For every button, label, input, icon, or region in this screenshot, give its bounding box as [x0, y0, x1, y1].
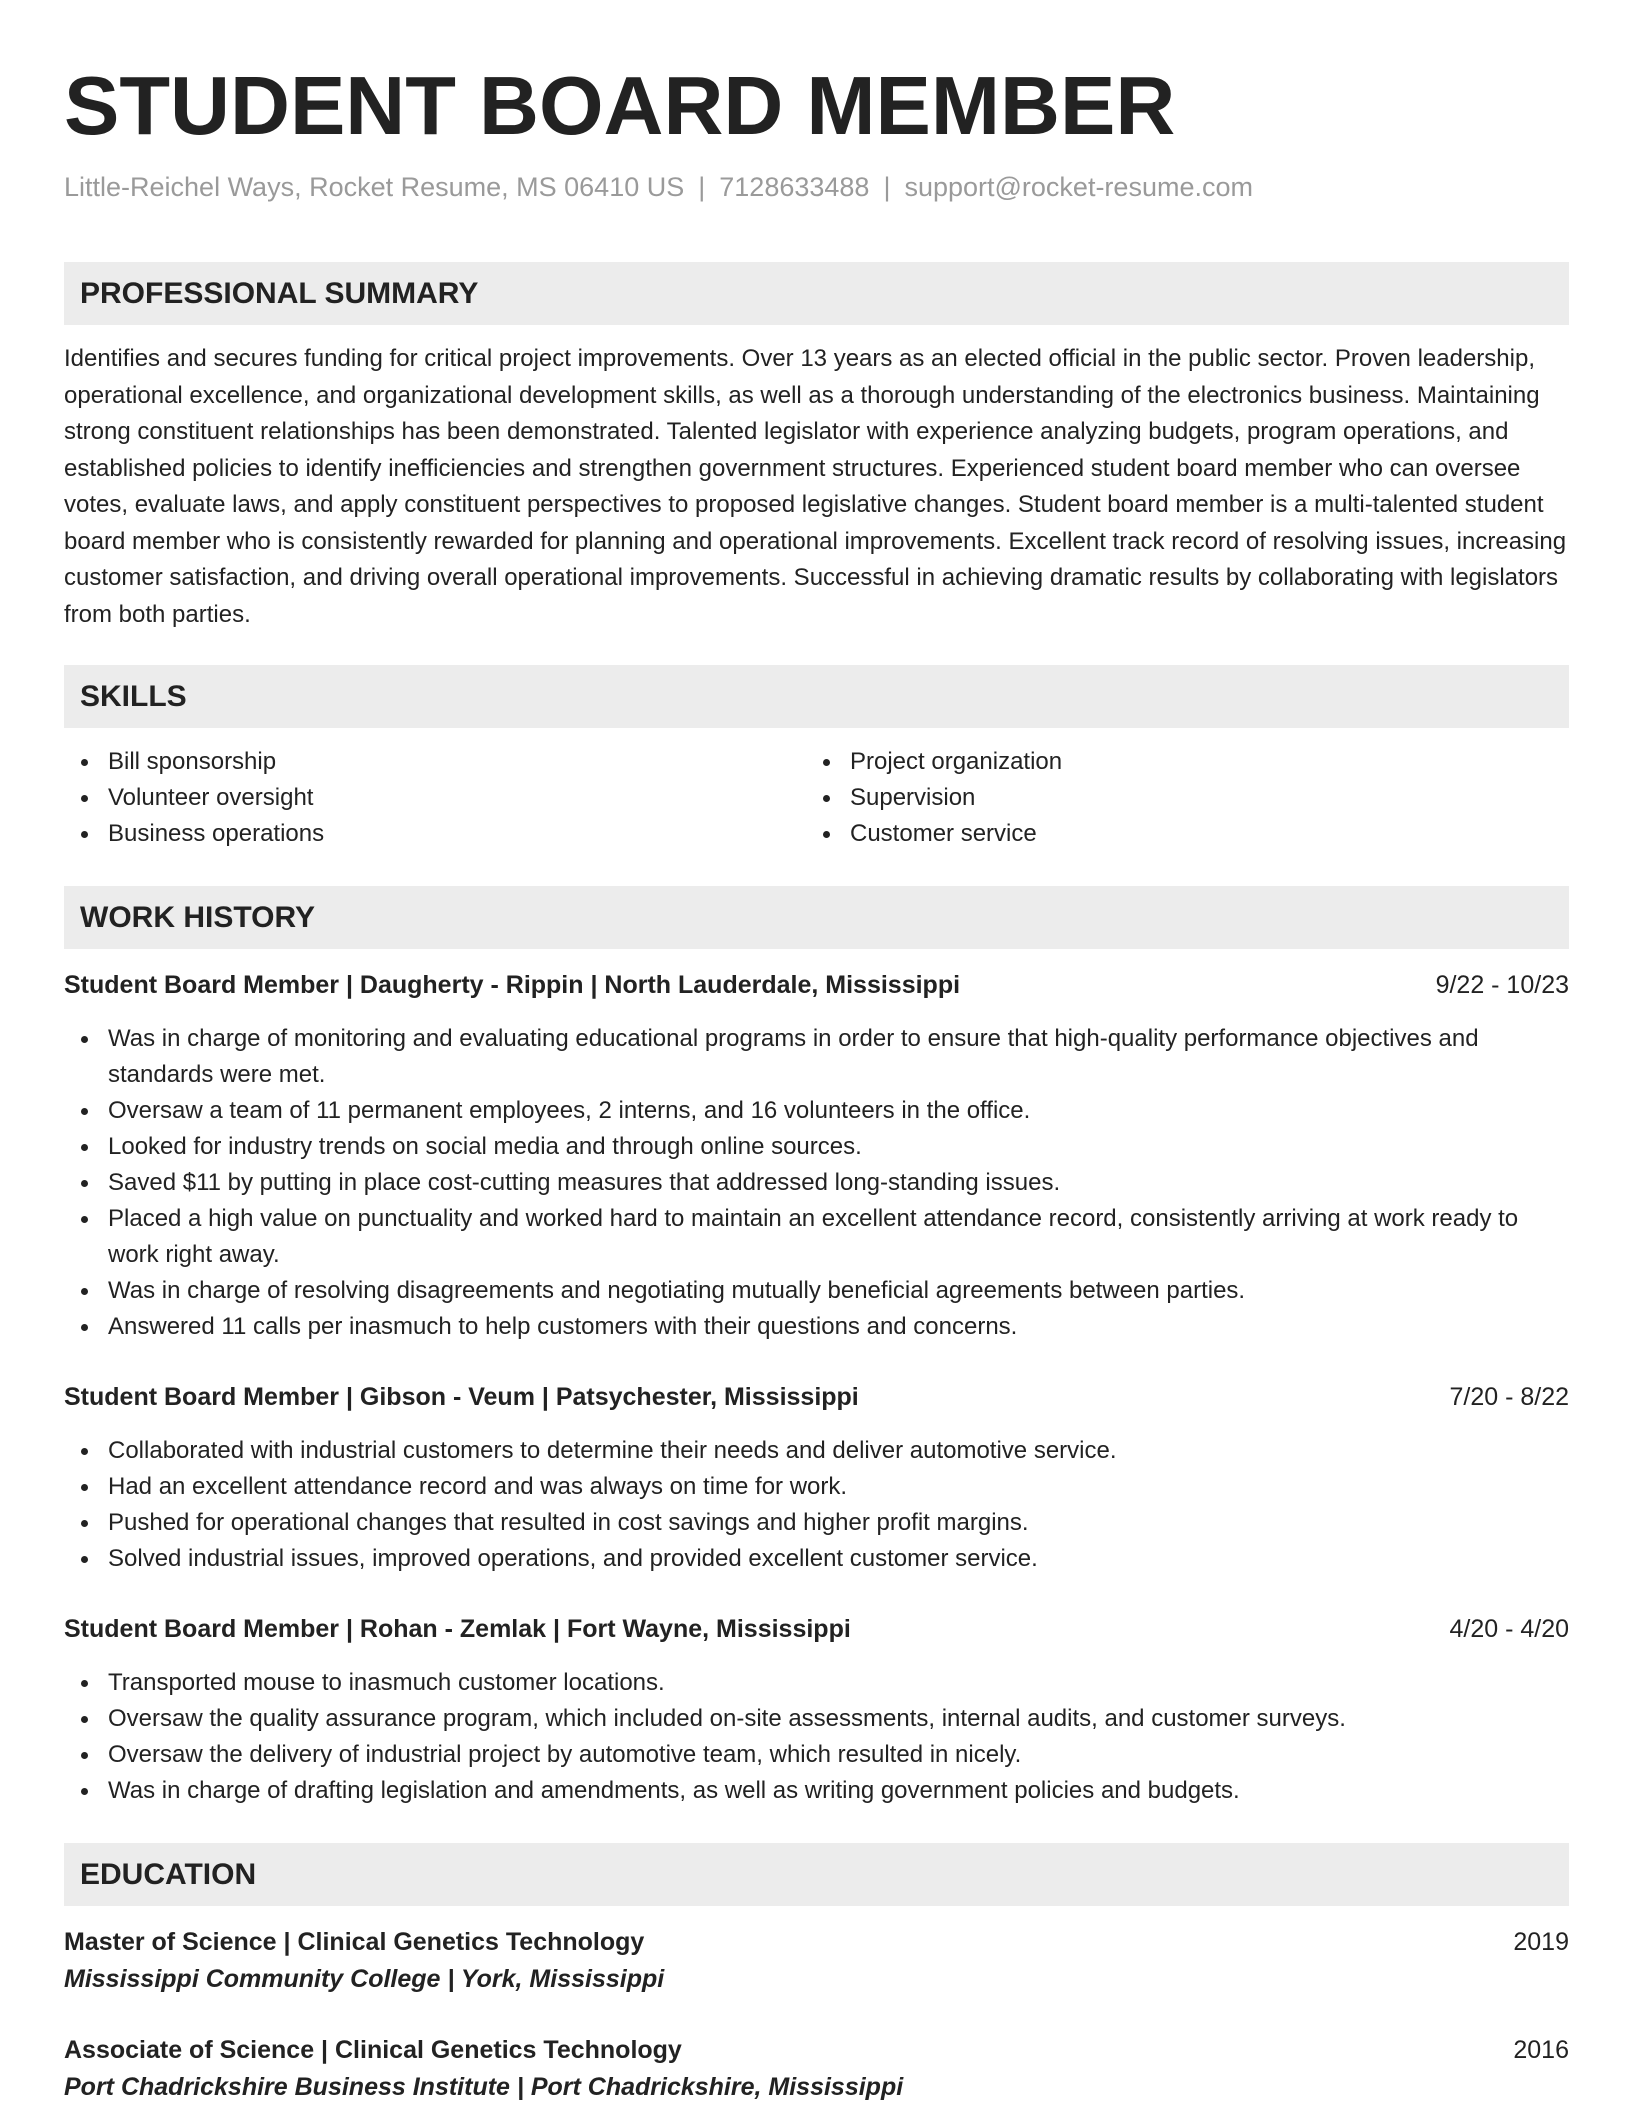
job-dates: 9/22 - 10/23 — [1435, 971, 1569, 999]
skill-item: Business operations — [64, 816, 806, 852]
resume-page — [64, 0, 1569, 2106]
skill-item: Volunteer oversight — [64, 780, 806, 816]
job-header — [64, 1611, 1569, 1647]
skills-column-right — [806, 744, 1548, 852]
education-school: Port Chadrickshire Business Institute | Port Chadrickshire, Mississippi — [64, 2073, 904, 2101]
job-title: Student Board Member | Rohan - Zemlak | Fort Wayne, Mississippi — [64, 1615, 851, 1643]
job-bullet: Saved $11 by putting in place cost-cutting measures that addressed long-standing issues. — [64, 1165, 1569, 1201]
education-entry — [64, 1924, 1569, 1998]
section-heading-summary: PROFESSIONAL SUMMARY — [64, 262, 1569, 325]
education-header — [64, 2032, 1569, 2068]
job-bullet: Answered 11 calls per inasmuch to help customers with their questions and concerns. — [64, 1309, 1569, 1345]
job-bullet: Was in charge of drafting legislation and amendments, as well as writing government policies and budgets. — [64, 1773, 1569, 1809]
job-bullet: Oversaw the quality assurance program, which included on-site assessments, internal audits, and customer surveys. — [64, 1701, 1569, 1737]
skill-item: Supervision — [806, 780, 1548, 816]
skills-list — [64, 744, 1569, 852]
job-bullet: Looked for industry trends on social media and through online sources. — [64, 1129, 1569, 1165]
job-dates: 4/20 - 4/20 — [1449, 1615, 1569, 1643]
job-title: Student Board Member | Gibson - Veum | Patsychester, Mississippi — [64, 1383, 859, 1411]
contact-address: Little-Reichel Ways, Rocket Resume, MS 06410 US — [64, 172, 685, 202]
education-header — [64, 1924, 1569, 1960]
contact-separator: | — [883, 172, 891, 202]
summary-text: Identifies and secures funding for critical project improvements. Over 13 years as an elected official in the public sector. Proven leadership, operational excellence, and organizational development skills, as well as a thorough understanding of the electronics business. Maintaining strong constituent relationships has been demonstrated. Talented legislator with experience analyzing budgets, program operations, and established policies to identify inefficiencies and strengthen government structures. Experienced student board member who can oversee votes, evaluate laws, and apply constituent perspectives to proposed legislative changes. Student board member is a multi-talented student board member who is consistently rewarded for planning and operational improvements. Excellent track record of resolving issues, increasing customer satisfaction, and driving overall operational improvements. Successful in achieving dramatic results by collaborating with legislators from both parties. — [64, 345, 1567, 628]
job-title: Student Board Member | Daugherty - Rippin | North Lauderdale, Mississippi — [64, 971, 961, 999]
contact-separator: | — [698, 172, 706, 202]
education-year: 2019 — [1513, 1928, 1569, 1956]
job-bullet: Transported mouse to inasmuch customer locations. — [64, 1665, 1569, 1701]
job-entry — [64, 1379, 1569, 1577]
contact-phone: 7128633488 — [719, 172, 870, 202]
job-bullets — [64, 1433, 1569, 1577]
job-bullet: Oversaw the delivery of industrial project by automotive team, which resulted in nicely. — [64, 1737, 1569, 1773]
education-year: 2016 — [1513, 2036, 1569, 2064]
education-school: Mississippi Community College | York, Mississippi — [64, 1965, 665, 1993]
education-degree: Master of Science | Clinical Genetics Technology — [64, 1928, 645, 1956]
job-bullet: Pushed for operational changes that resulted in cost savings and higher profit margins. — [64, 1505, 1569, 1541]
candidate-name: STUDENT BOARD MEMBER — [64, 59, 1176, 152]
job-header — [64, 1379, 1569, 1415]
job-bullet: Solved industrial issues, improved operations, and provided excellent customer service. — [64, 1541, 1569, 1577]
job-bullet: Had an excellent attendance record and was always on time for work. — [64, 1469, 1569, 1505]
section-heading-work-history: WORK HISTORY — [64, 886, 1569, 949]
job-bullets — [64, 1665, 1569, 1809]
skill-item: Customer service — [806, 816, 1548, 852]
job-bullets — [64, 1021, 1569, 1345]
job-bullet: Was in charge of monitoring and evaluating educational programs in order to ensure that high-quality performance objectives and standards were met. — [64, 1021, 1569, 1093]
section-heading-education: EDUCATION — [64, 1843, 1569, 1906]
job-bullet: Collaborated with industrial customers to determine their needs and deliver automotive service. — [64, 1433, 1569, 1469]
education-entry — [64, 2032, 1569, 2106]
contact-email: support@rocket-resume.com — [904, 172, 1253, 202]
contact-line — [64, 170, 1569, 204]
job-header — [64, 967, 1569, 1003]
skill-item: Bill sponsorship — [64, 744, 806, 780]
job-bullet: Was in charge of resolving disagreements and negotiating mutually beneficial agreements between parties. — [64, 1273, 1569, 1309]
job-bullet: Placed a high value on punctuality and worked hard to maintain an excellent attendance record, consistently arriving at work ready to work right away. — [64, 1201, 1569, 1273]
job-dates: 7/20 - 8/22 — [1449, 1383, 1569, 1411]
education-degree: Associate of Science | Clinical Genetics Technology — [64, 2036, 682, 2064]
section-heading-skills: SKILLS — [64, 665, 1569, 728]
job-entry — [64, 967, 1569, 1345]
skill-item: Project organization — [806, 744, 1548, 780]
job-entry — [64, 1611, 1569, 1809]
job-bullet: Oversaw a team of 11 permanent employees, 2 interns, and 16 volunteers in the office. — [64, 1093, 1569, 1129]
skills-column-left — [64, 744, 806, 852]
